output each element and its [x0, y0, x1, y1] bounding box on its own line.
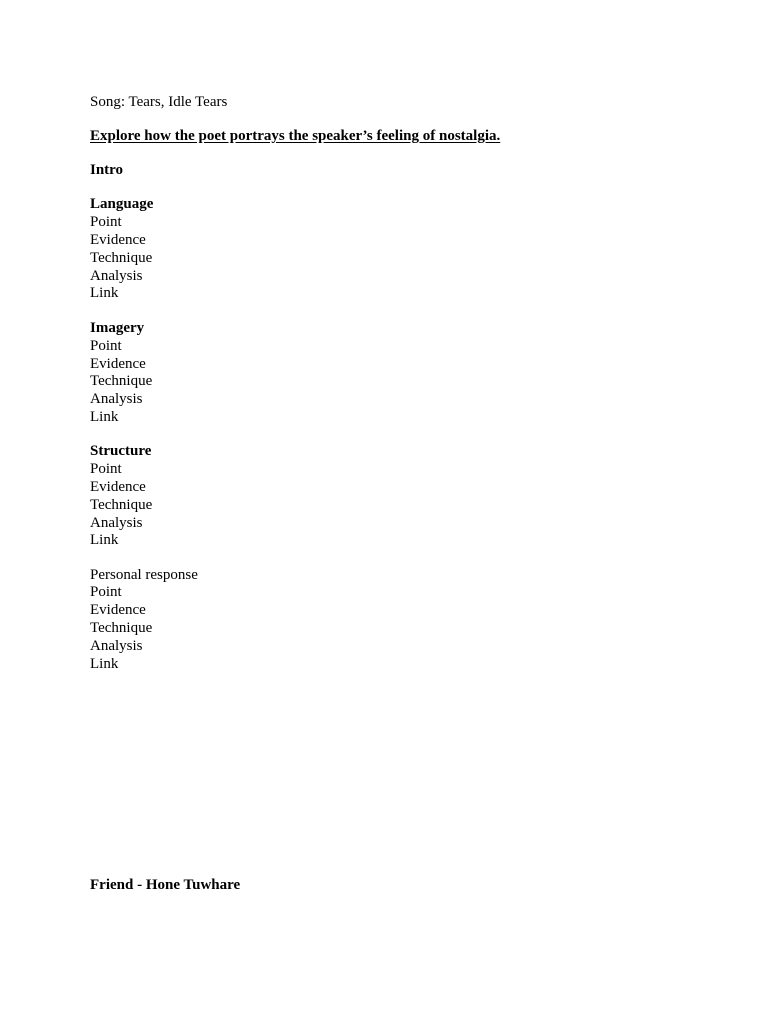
list-item: Link: [90, 285, 119, 301]
list-item: Point: [90, 584, 122, 600]
list-item: Point: [90, 461, 122, 477]
section-heading-personal-response: Personal response: [90, 567, 198, 583]
essay-question: Explore how the poet portrays the speaker’s feeling of nostalgia.: [90, 128, 501, 144]
list-item: Evidence: [90, 232, 146, 248]
list-item: Technique: [90, 620, 153, 636]
list-item: Point: [90, 214, 122, 230]
list-item: Analysis: [90, 391, 143, 407]
list-item: Evidence: [90, 602, 146, 618]
list-item: Link: [90, 656, 119, 672]
list-item: Point: [90, 338, 122, 354]
section-heading-language: Language: [90, 196, 154, 212]
list-item: Analysis: [90, 638, 143, 654]
next-poem-heading: Friend - Hone Tuwhare: [90, 877, 241, 893]
section-heading-structure: Structure: [90, 443, 152, 459]
song-title: Song: Tears, Idle Tears: [90, 94, 228, 110]
list-item: Analysis: [90, 515, 143, 531]
list-item: Evidence: [90, 479, 146, 495]
list-item: Link: [90, 409, 119, 425]
list-item: Analysis: [90, 268, 143, 284]
list-item: Evidence: [90, 356, 146, 372]
section-heading-imagery: Imagery: [90, 320, 145, 336]
list-item: Link: [90, 532, 119, 548]
intro-heading: Intro: [90, 162, 124, 178]
list-item: Technique: [90, 497, 153, 513]
list-item: Technique: [90, 373, 153, 389]
list-item: Technique: [90, 250, 153, 266]
